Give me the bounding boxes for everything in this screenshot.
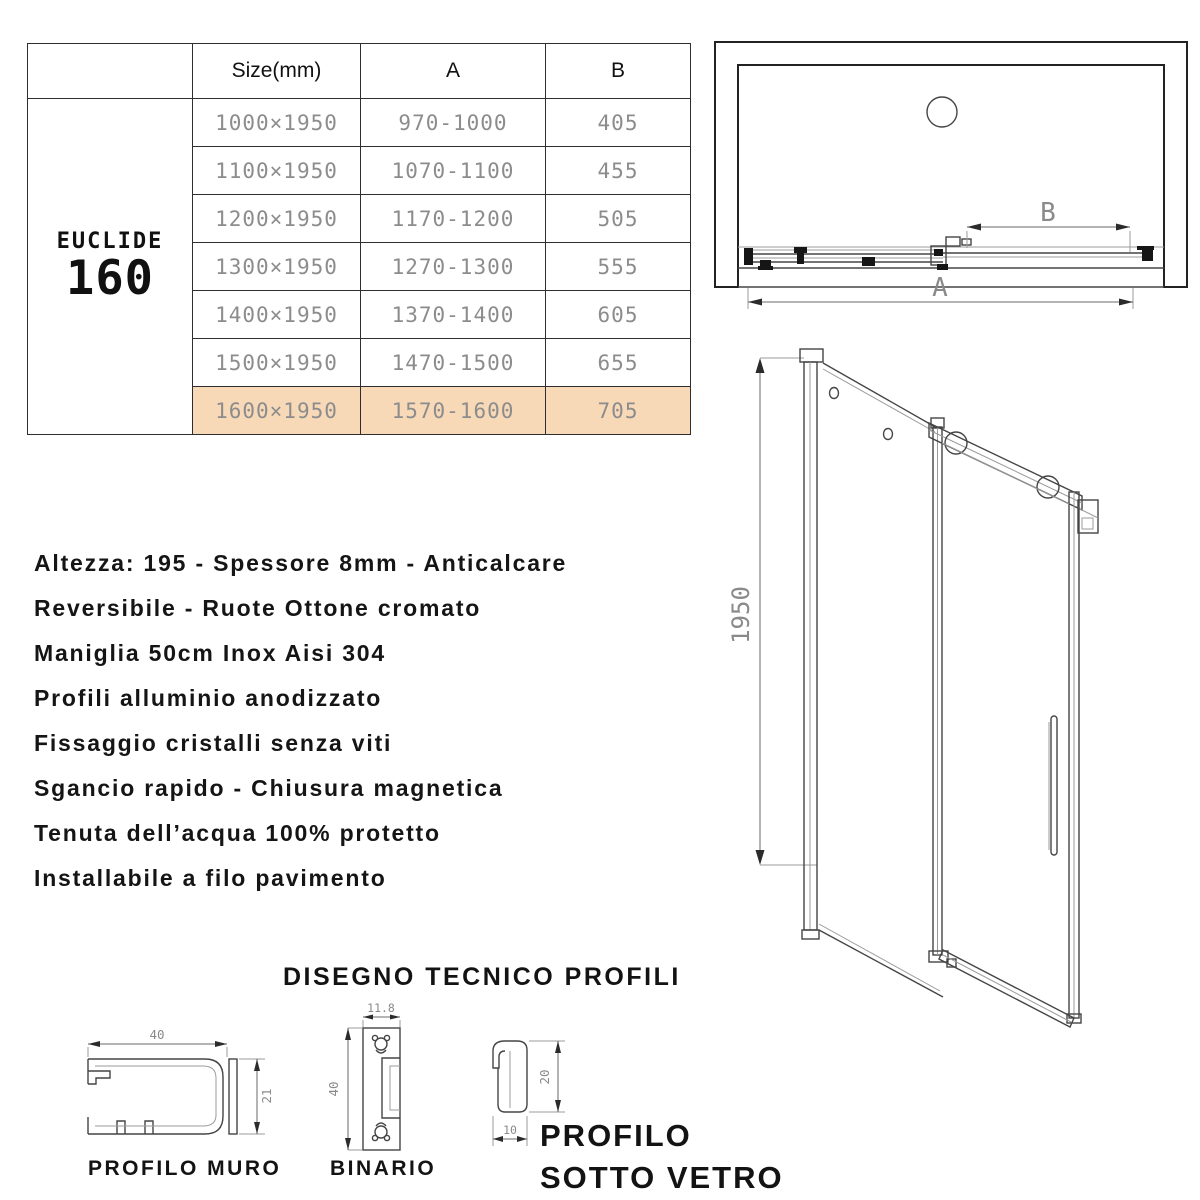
muro-profile-outline — [88, 1059, 223, 1134]
dim-11-8-label: 11.8 — [367, 1001, 395, 1015]
dimension-40 — [88, 1027, 227, 1057]
product-size: 160 — [66, 251, 154, 307]
cell-size: 1100×1950 — [193, 147, 361, 195]
dim-10-label: 10 — [503, 1123, 517, 1137]
sotto-vetro-label-line2: SOTTO VETRO — [540, 1160, 784, 1195]
dim-a-label: A — [932, 273, 948, 303]
cell-a: 1470-1500 — [361, 339, 546, 387]
feature-item: Tenuta dell’acqua 100% protetto — [34, 820, 441, 846]
cell-size: 1300×1950 — [193, 243, 361, 291]
dimension-20 — [529, 1041, 565, 1112]
cell-a: 1370-1400 — [361, 291, 546, 339]
binario-label: BINARIO — [330, 1157, 437, 1180]
col-header-b: B — [546, 44, 691, 99]
cell-size: 1600×1950 — [193, 387, 361, 435]
feature-item: Profili alluminio anodizzato — [34, 685, 383, 711]
dimension-21 — [239, 1059, 274, 1134]
cell-b: 455 — [546, 147, 691, 195]
product-cell — [28, 99, 193, 435]
table-header-row — [28, 44, 691, 99]
sliding-door — [929, 418, 1098, 1027]
table-header-empty — [28, 44, 193, 99]
cell-b: 605 — [546, 291, 691, 339]
profiles-heading: DISEGNO TECNICO PROFILI — [283, 963, 681, 991]
dimension-a — [748, 273, 1133, 309]
feature-item: Sgancio rapido - Chiusura magnetica — [34, 775, 504, 801]
screw-boss-bottom — [372, 1123, 389, 1141]
dimension-10 — [493, 1116, 527, 1146]
cell-a: 1570-1600 — [361, 387, 546, 435]
profilo-muro-drawing — [75, 1025, 290, 1150]
cell-size: 1400×1950 — [193, 291, 361, 339]
cell-b: 505 — [546, 195, 691, 243]
dimension-40-binario — [326, 1028, 362, 1150]
dim-40-binario-label: 40 — [326, 1081, 341, 1097]
feature-list — [34, 541, 567, 901]
dim-1950-label: 1950 — [727, 586, 755, 644]
cell-size: 1500×1950 — [193, 339, 361, 387]
cell-b: 655 — [546, 339, 691, 387]
screw-boss-top — [372, 1035, 389, 1053]
profilo-muro-label: PROFILO MURO — [88, 1157, 282, 1180]
product-name: EUCLIDE — [56, 229, 164, 255]
shower-drain-circle — [927, 97, 957, 127]
size-table — [27, 43, 691, 435]
door-handle — [1051, 716, 1057, 855]
feature-item: Maniglia 50cm Inox Aisi 304 — [34, 640, 386, 666]
dim-b-label: B — [1040, 198, 1056, 228]
cell-a: 1070-1100 — [361, 147, 546, 195]
cell-a: 970-1000 — [361, 99, 546, 147]
dim-20-label: 20 — [537, 1069, 552, 1085]
cell-size: 1000×1950 — [193, 99, 361, 147]
fixed-panel — [800, 349, 943, 997]
glass-hole — [830, 388, 839, 399]
perspective-drawing — [700, 330, 1120, 1040]
dimension-b — [967, 198, 1130, 252]
plan-view-drawing — [700, 35, 1195, 320]
cell-a: 1270-1300 — [361, 243, 546, 291]
table-row — [28, 99, 691, 147]
col-header-size: Size(mm) — [193, 44, 361, 99]
binario-drawing — [318, 996, 433, 1164]
cell-b: 705 — [546, 387, 691, 435]
feature-item: Fissaggio cristalli senza viti — [34, 730, 393, 756]
sotto-vetro-label-line1: PROFILO — [540, 1118, 692, 1153]
cell-a: 1170-1200 — [361, 195, 546, 243]
feature-item: Altezza: 195 - Spessore 8mm - Anticalcare — [34, 550, 568, 576]
cell-b: 555 — [546, 243, 691, 291]
dim-40-label: 40 — [149, 1027, 165, 1042]
feature-item: Reversibile - Ruote Ottone cromato — [34, 595, 482, 621]
glass-hole — [884, 429, 893, 440]
col-header-a: A — [361, 44, 546, 99]
cell-size: 1200×1950 — [193, 195, 361, 243]
dim-21-label: 21 — [259, 1088, 274, 1104]
feature-item: Installabile a filo pavimento — [34, 865, 387, 891]
dimension-11-8 — [363, 1001, 400, 1028]
cell-b: 405 — [546, 99, 691, 147]
